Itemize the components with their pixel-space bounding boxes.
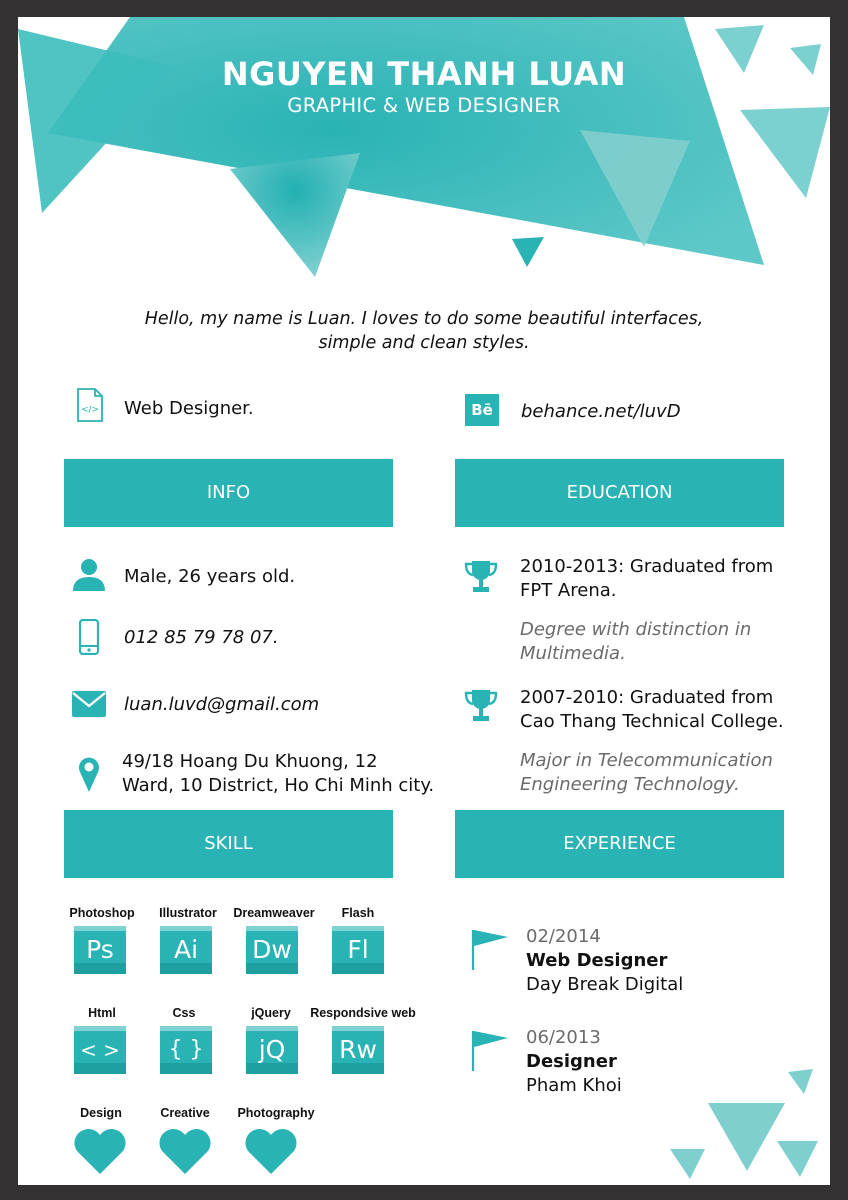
experience-date: 06/2013 <box>526 1027 601 1048</box>
info-heading: INFO <box>64 459 393 527</box>
behance-link[interactable]: behance.net/luvD <box>521 401 681 422</box>
skill-abbr: Dw <box>252 935 292 964</box>
skill-label: Html <box>88 1006 116 1020</box>
skill-label: Respondsive web <box>310 1006 416 1020</box>
heart-icon <box>158 1127 212 1175</box>
trophy-icon <box>464 688 498 724</box>
skill-abbr: jQ <box>258 1035 286 1064</box>
experience-company: Day Break Digital <box>526 974 684 995</box>
trait-label: Photography <box>237 1106 315 1120</box>
skill-label: Illustrator <box>159 906 217 920</box>
code-file-icon <box>76 387 104 423</box>
intro-text <box>18 307 830 355</box>
flag-icon <box>470 928 510 972</box>
heart-icon <box>73 1127 127 1175</box>
education-1-line-2: FPT Arena. <box>520 580 617 601</box>
address <box>122 750 434 798</box>
education-1-note-2: Multimedia. <box>520 643 626 664</box>
skill-abbr: Ps <box>86 935 114 964</box>
flash-icon <box>332 926 384 974</box>
skill-abbr: Ai <box>173 935 199 964</box>
address-line-2: Ward, 10 District, Ho Chi Minh city. <box>122 775 435 796</box>
trophy-icon <box>464 559 498 595</box>
experience-role: Web Designer <box>526 950 668 971</box>
person-name: NGUYEN THANH LUAN <box>221 55 627 93</box>
skill-abbr: { } <box>168 1037 204 1062</box>
css-icon <box>160 1026 212 1074</box>
skill-label: Flash <box>341 906 375 920</box>
education-1-note-1: Degree with distinction in <box>520 619 752 640</box>
illustrator-icon <box>160 926 212 974</box>
skill-label: Photoshop <box>69 906 135 920</box>
address-line-1: 49/18 Hoang Du Khuong, 12 <box>122 751 378 772</box>
behance-icon: Bē <box>465 394 499 426</box>
intro-line-2: simple and clean styles. <box>318 333 530 353</box>
skill-label: Dreamweaver <box>233 906 315 920</box>
experience-heading: EXPERIENCE <box>455 810 784 878</box>
resume-page <box>18 17 830 1185</box>
phone-icon <box>78 619 100 655</box>
email-address[interactable]: luan.luvd@gmail.com <box>124 694 320 715</box>
dreamweaver-icon <box>246 926 298 974</box>
education-note-1 <box>520 618 751 666</box>
svg-text:</>: </> <box>80 405 100 415</box>
html-icon <box>74 1026 126 1074</box>
experience-role: Designer <box>526 1051 617 1072</box>
skill-label: jQuery <box>251 1006 291 1020</box>
education-2-note-1: Major in Telecommunication <box>520 750 773 771</box>
skill-label: Css <box>172 1006 196 1020</box>
education-1-line-1: 2010-2013: Graduated from <box>520 556 774 577</box>
skill-abbr: Rw <box>339 1035 377 1064</box>
mail-icon <box>72 691 106 717</box>
location-pin-icon <box>78 755 100 793</box>
heart-icon <box>244 1127 298 1175</box>
education-heading: EDUCATION <box>455 459 784 527</box>
education-entry-1 <box>520 555 773 603</box>
trait-label: Design <box>80 1106 122 1120</box>
phone-number: 012 85 79 78 07. <box>124 627 279 648</box>
skill-abbr: < > <box>80 1038 120 1062</box>
trait-label: Creative <box>160 1106 210 1120</box>
user-icon <box>72 557 106 591</box>
role-summary: Web Designer. <box>124 398 254 419</box>
education-2-line-1: 2007-2010: Graduated from <box>520 687 774 708</box>
intro-line-1: Hello, my name is Luan. I loves to do some beautiful interfaces, <box>144 309 704 329</box>
education-entry-2 <box>520 686 784 734</box>
education-2-line-2: Cao Thang Technical College. <box>520 711 784 732</box>
experience-company: Pham Khoi <box>526 1075 622 1096</box>
education-note-2 <box>520 749 773 797</box>
education-2-note-2: Engineering Technology. <box>520 774 740 795</box>
skill-heading: SKILL <box>64 810 393 878</box>
responsive-web-icon <box>332 1026 384 1074</box>
experience-date: 02/2014 <box>526 926 601 947</box>
flag-icon <box>470 1029 510 1073</box>
photoshop-icon <box>74 926 126 974</box>
jquery-icon <box>246 1026 298 1074</box>
skill-abbr: Fl <box>347 935 369 964</box>
job-title: GRAPHIC & WEB DESIGNER <box>287 94 561 117</box>
gender-age: Male, 26 years old. <box>124 566 296 587</box>
